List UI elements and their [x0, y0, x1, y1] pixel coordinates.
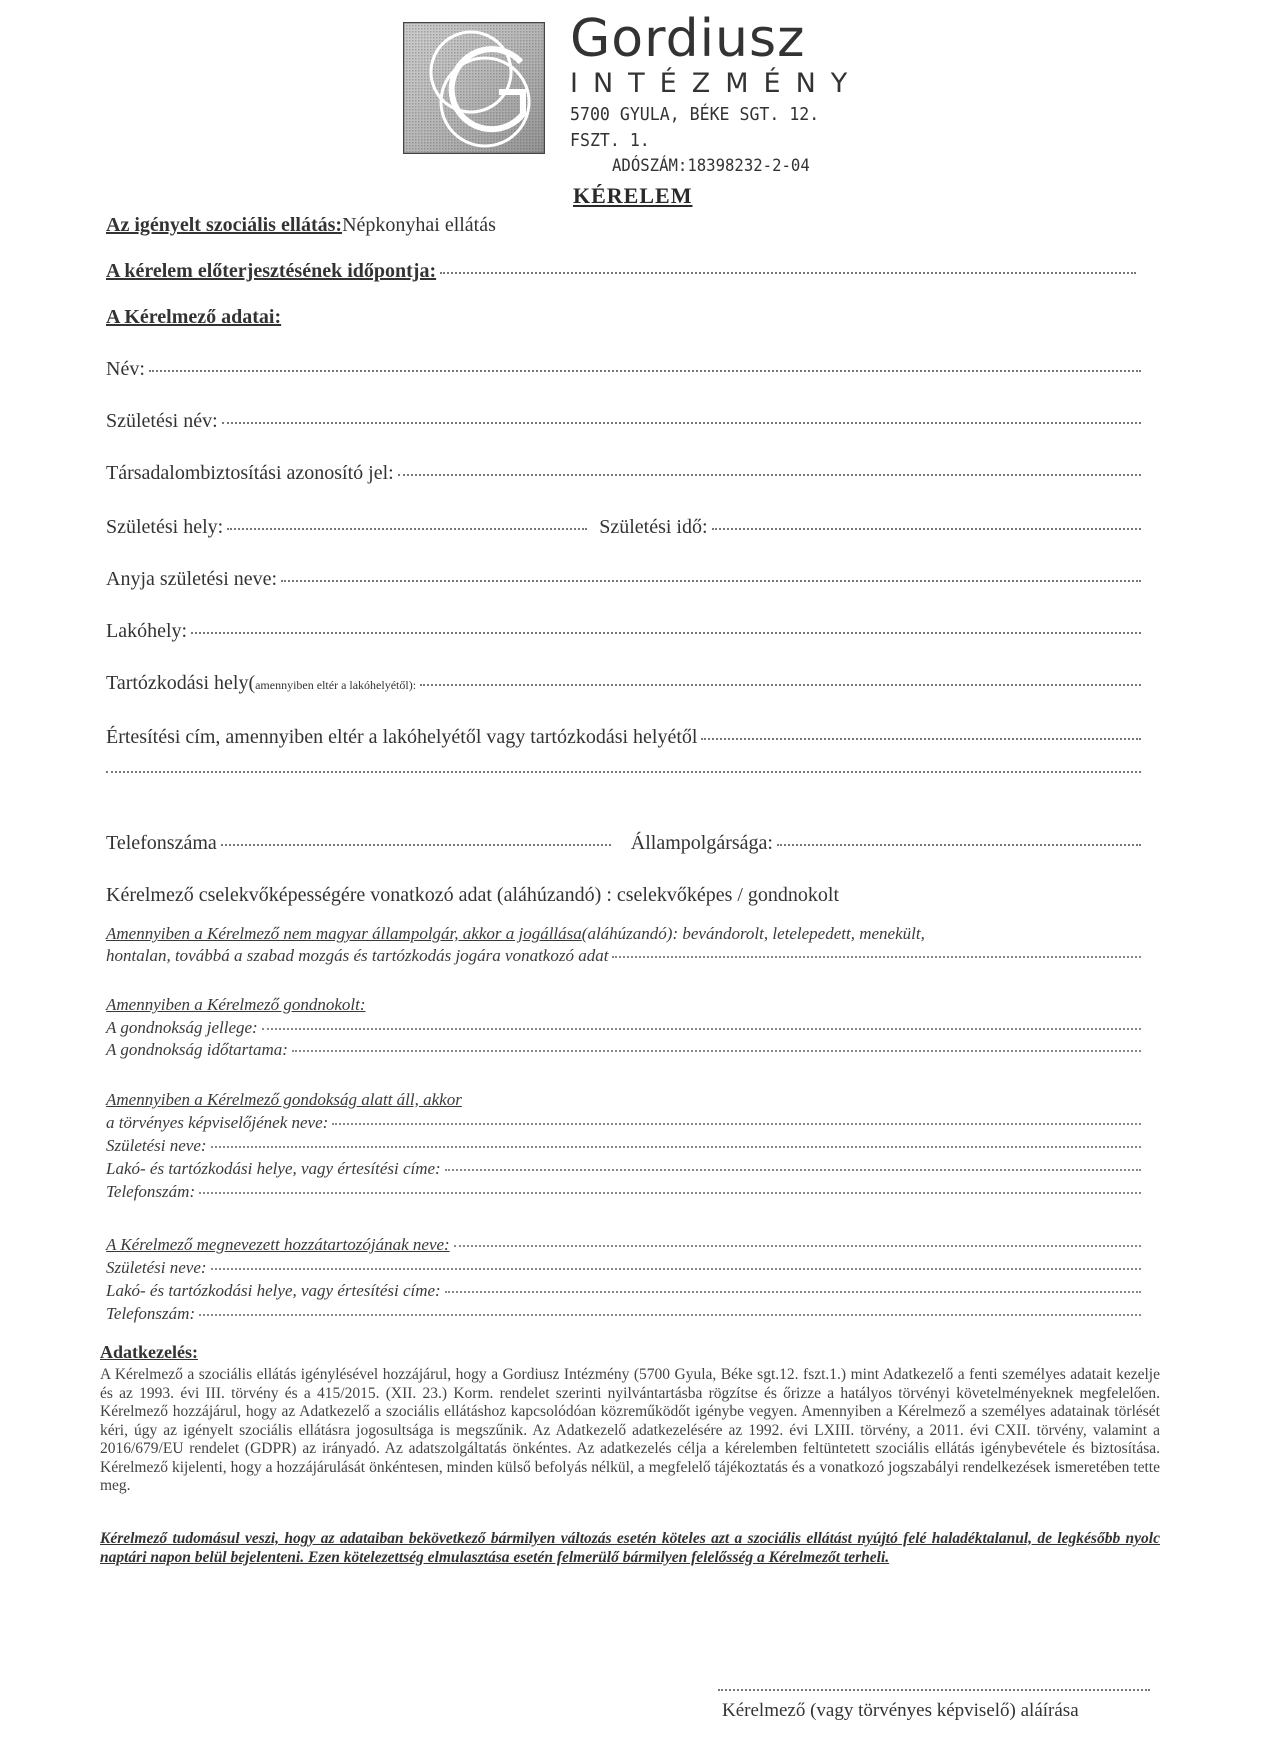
care-address-blank[interactable]: [445, 1169, 1141, 1171]
applicant-heading: A Kérelmező adatai:: [106, 306, 282, 328]
notify-address-field-2[interactable]: [106, 774, 1141, 776]
phone-blank[interactable]: [221, 844, 611, 846]
stay-place-note: amennyiben eltér a lakóhelyétől):: [255, 678, 417, 692]
care-rep-name-label: a törvényes képviselőjének neve:: [106, 1113, 329, 1132]
brand-address: 5700 GYULA, BÉKE SGT. 12. FSZT. 1.: [570, 104, 820, 151]
care-address-field[interactable]: [106, 1159, 1141, 1179]
care-phone-label: Telefonszám:: [106, 1182, 196, 1201]
relative-name-field[interactable]: [106, 1235, 1141, 1255]
relative-address-blank[interactable]: [445, 1291, 1141, 1293]
relative-phone-field[interactable]: [106, 1304, 1141, 1324]
care-phone-field[interactable]: [106, 1182, 1141, 1202]
guardianship-nature-blank[interactable]: [262, 1028, 1141, 1030]
mother-name-label: Anyja születési neve:: [106, 568, 278, 590]
taj-blank[interactable]: [398, 474, 1141, 476]
birth-name-blank[interactable]: [222, 422, 1141, 424]
guardianship-heading: Amennyiben a Kérelmező gondnokolt:: [106, 995, 366, 1014]
applicant-heading-line: [106, 306, 1141, 329]
signature-line[interactable]: [718, 1689, 1150, 1691]
guardianship-duration-label: A gondnokság időtartama:: [106, 1040, 288, 1059]
stay-place-label: Tartózkodási hely(: [106, 672, 256, 694]
relative-name-blank[interactable]: [454, 1245, 1141, 1247]
residence-blank[interactable]: [191, 632, 1141, 634]
service-value: Népkonyhai ellátás: [342, 214, 496, 236]
name-label: Név:: [106, 358, 145, 380]
brand-name: Gordiusz: [570, 9, 806, 69]
guardianship-duration-field[interactable]: [106, 1040, 1141, 1060]
care-heading-line: [106, 1090, 1141, 1110]
service-line: [106, 214, 1141, 237]
signature-label: Kérelmező (vagy törvényes képviselő) aláírása: [722, 1700, 1079, 1721]
foreign-line-1: [106, 924, 1141, 944]
citizenship-label: Állampolgársága:: [630, 832, 773, 854]
relative-phone-blank[interactable]: [199, 1314, 1141, 1316]
submit-date-field[interactable]: [106, 260, 1136, 283]
birth-place-blank[interactable]: [227, 528, 587, 530]
data-handling-title: Adatkezelés:: [100, 1342, 198, 1362]
stay-place-blank[interactable]: [420, 684, 1141, 686]
relative-address-field[interactable]: [106, 1281, 1141, 1301]
capacity-text: Kérelmező cselekvőképességére vonatkozó adat (aláhúzandó) : cselekvőképes / gondnokolt: [106, 884, 840, 906]
notify-address-blank-2[interactable]: [106, 771, 1141, 773]
birth-name-field[interactable]: [106, 410, 1141, 433]
notify-address-field[interactable]: [106, 726, 1141, 749]
citizenship-blank[interactable]: [777, 844, 1141, 846]
relative-birth-name-blank[interactable]: [211, 1268, 1141, 1270]
relative-birth-name-label: Születési neve:: [106, 1258, 207, 1277]
guardianship-heading-line: [106, 995, 1141, 1015]
name-blank[interactable]: [149, 370, 1141, 372]
foreign-lead: Amennyiben a Kérelmező nem magyar állampolgár, akkor a jogállása: [106, 924, 582, 943]
submit-date-label: A kérelem előterjesztésének időpontja:: [106, 260, 437, 282]
guardianship-duration-blank[interactable]: [292, 1050, 1141, 1052]
taj-label: Társadalombiztosítási azonosító jel:: [106, 462, 394, 484]
residence-field[interactable]: [106, 620, 1141, 643]
foreign-blank[interactable]: [612, 956, 1141, 958]
relative-birth-name-field[interactable]: [106, 1258, 1141, 1278]
service-label: Az igényelt szociális ellátás:: [106, 214, 343, 236]
birth-date-blank[interactable]: [712, 528, 1141, 530]
birth-place-label: Születési hely:: [106, 516, 224, 538]
relative-phone-label: Telefonszám:: [106, 1304, 196, 1323]
birth-date-label: Születési idő:: [599, 516, 708, 538]
data-handling-body: A Kérelmező a szociális ellátás igénylésével hozzájárul, hogy a Gordiusz Intézmény (5700 Gyula, Béke sgt.12. fszt.1.) mint Adatkezelő a fenti személyes adatait kezelje és az 1993. évi III. törvény és a 415/2015. (XII. 23.) Korm. rendelet szerinti nyilvántartásba rögzítse és őrizze a hatályos törvényi követelményeknek megfelelően. Kérelmező hozzájárul, hogy az Adatkezelő a szociális ellátáshoz kapcsolódóan közreműködőt igénybe vegyen. Amennyiben a Kérelmező a személyes adatainak törlését kéri, úgy az igényelt szociális ellátásra jogosultsága is megszűnik. Az Adatkezelő adatkezelésére az 1992. évi LXIII. törvény, a 2011. évi CXII. törvény, valamint a 2016/679/EU rendelet (GDPR) az irányadó. Az adatszolgáltatás önkéntes. Az adatkezelés célja a kérelemben feltüntetett szociális ellátás igénybevétele és biztosítása. Kérelmező kijelenti, hogy a hozzájárulását önkéntesen, minden külső befolyás nélkül, a megfelelő tájékoztatás és a vonatkozó jogszabályi rendelkezések ismeretében tette meg.: [100, 1366, 1160, 1494]
page-title: KÉRELEM: [573, 183, 693, 208]
phone-citizenship-line: [106, 832, 1141, 855]
phone-label: Telefonszáma: [106, 832, 217, 854]
stay-place-field[interactable]: [106, 672, 1141, 695]
birth-name-label: Születési név:: [106, 410, 218, 432]
care-rep-name-blank[interactable]: [332, 1123, 1141, 1125]
taj-field[interactable]: [106, 462, 1141, 485]
guardianship-nature-field[interactable]: [106, 1018, 1141, 1038]
birth-place-date-line: [106, 516, 1141, 539]
foreign-line2-label: hontalan, továbbá a szabad mozgás és tartózkodás jogára vonatkozó adat: [106, 946, 609, 965]
care-phone-blank[interactable]: [199, 1192, 1141, 1194]
care-rep-name-field[interactable]: [106, 1113, 1141, 1133]
relative-address-label: Lakó- és tartózkodási helye, vagy értesítési címe:: [106, 1281, 441, 1300]
submit-date-blank[interactable]: [440, 272, 1136, 274]
brand-tax-id: ADÓSZÁM:18398232-2-04: [612, 156, 810, 176]
data-handling-notice: Kérelmező tudomásul veszi, hogy az adataiban bekövetkező bármilyen változás esetén köteles azt a szociális ellátást nyújtó felé haladéktalanul, de legkésőbb nyolc naptári napon belül bejelenteni. Ezen kötelezettség elmulasztása esetén felmerülő bármilyen felelősség a Kérelmezőt terheli.: [100, 1530, 1160, 1566]
mother-name-blank[interactable]: [281, 580, 1141, 582]
notify-address-blank[interactable]: [701, 738, 1141, 740]
foreign-rest: (aláhúzandó): bevándorolt, letelepedett, menekült,: [581, 924, 925, 943]
brand-subtitle: INTÉZMÉNY: [570, 68, 863, 99]
brand-block: [570, 9, 863, 178]
care-birth-name-field[interactable]: [106, 1136, 1141, 1156]
gordiusz-logo-icon: [403, 22, 545, 154]
name-field[interactable]: [106, 358, 1141, 381]
care-birth-name-label: Születési neve:: [106, 1136, 207, 1155]
guardianship-nature-label: A gondnokság jellege:: [106, 1018, 258, 1037]
residence-label: Lakóhely:: [106, 620, 188, 642]
foreign-line-2[interactable]: [106, 946, 1141, 966]
capacity-line: [106, 884, 1141, 907]
notify-address-label: Értesítési cím, amennyiben eltér a lakóhelyétől vagy tartózkodási helyétől: [106, 726, 698, 748]
care-heading: Amennyiben a Kérelmező gondokság alatt áll, akkor: [106, 1090, 462, 1109]
relative-heading: A Kérelmező megnevezett hozzátartozójának neve:: [106, 1235, 450, 1254]
care-address-label: Lakó- és tartózkodási helye, vagy értesítési címe:: [106, 1159, 441, 1178]
mother-name-field[interactable]: [106, 568, 1141, 591]
care-birth-name-blank[interactable]: [211, 1146, 1141, 1148]
